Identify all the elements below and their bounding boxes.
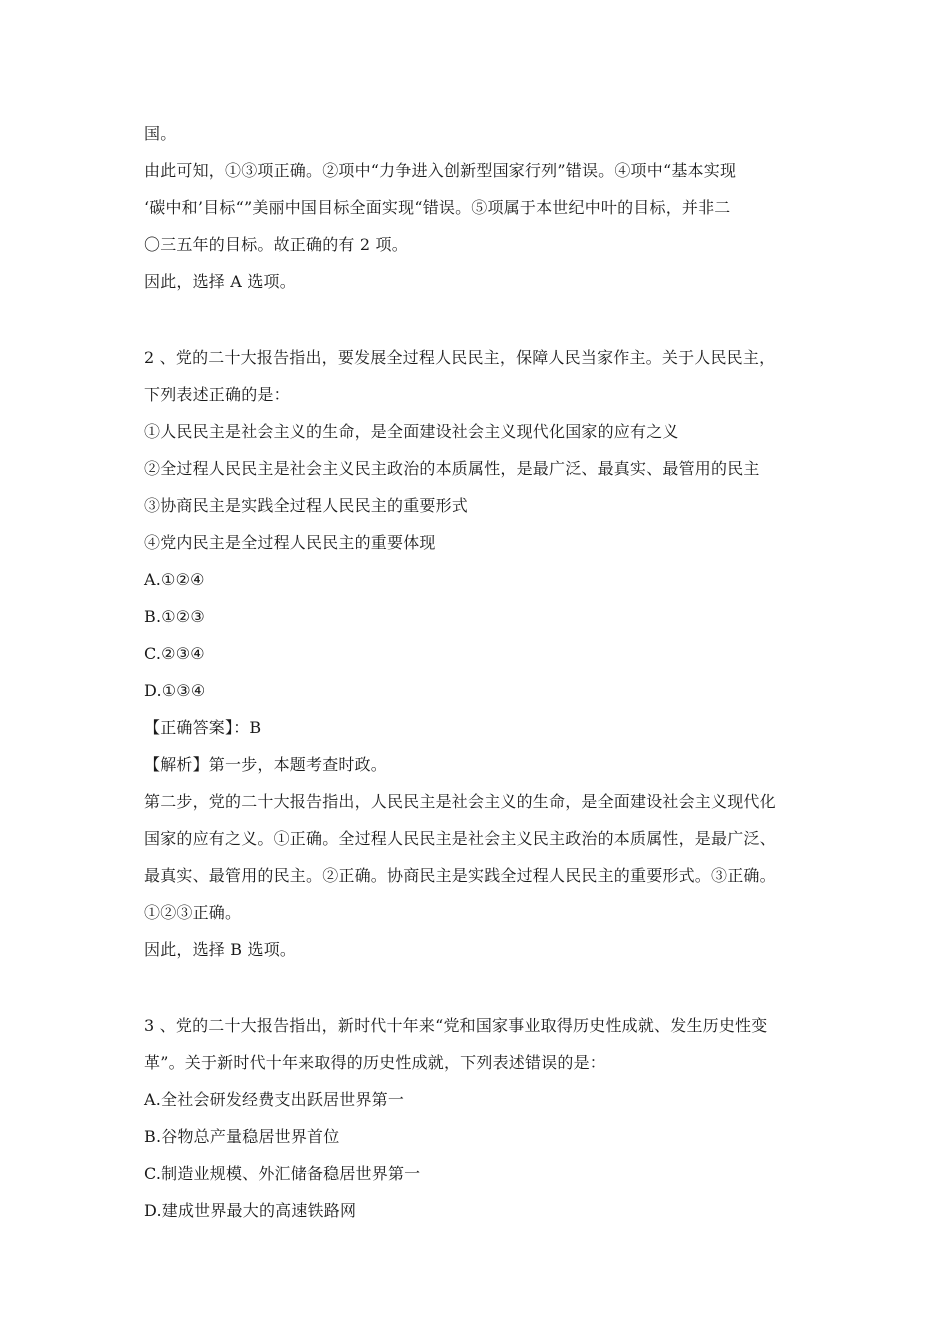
q2-option-a: A.①②④ [144,570,205,589]
q2-statement: ③协商民主是实践全过程人民民主的重要形式 [144,496,469,515]
q1-analysis-line: 由此可知，①③项正确。②项中“力争进入创新型国家行列”错误。④项中“基本实现 [144,161,737,180]
q3-option-b: B.谷物总产量稳居世界首位 [144,1127,340,1146]
q1-analysis-line: 国。 [144,124,177,143]
q1-analysis-line: 〇三五年的目标。故正确的有 2 项。 [144,235,408,254]
q2-conclusion: 因此，选择 B 选项。 [144,940,297,959]
q2-analysis-line: 【解析】第一步，本题考查时政。 [144,755,388,774]
q2-statement: ②全过程人民民主是社会主义民主政治的本质属性，是最广泛、最真实、最管用的民主 [144,459,760,478]
q2-analysis-line: 国家的应有之义。①正确。全过程人民民主是社会主义民主政治的本质属性，是最广泛、 [144,829,776,848]
q3-option-c: C.制造业规模、外汇储备稳居世界第一 [144,1164,421,1183]
q3-stem: 3 、党的二十大报告指出，新时代十年来“党和国家事业取得历史性成就、发生历史性变 [144,1016,768,1035]
q3-stem: 革”。关于新时代十年来取得的历史性成就，下列表述错误的是： [144,1053,606,1072]
q2-option-c: C.②③④ [144,644,205,663]
q2-option-d: D.①③④ [144,681,206,700]
q2-analysis-line: 第二步，党的二十大报告指出，人民民主是社会主义的生命，是全面建设社会主义现代化 [144,792,776,811]
q2-correct-answer: 【正确答案】：B [144,718,262,737]
q1-conclusion: 因此，选择 A 选项。 [144,272,296,291]
q2-statement: ①人民民主是社会主义的生命，是全面建设社会主义现代化国家的应有之义 [144,422,679,441]
q2-statement: ④党内民主是全过程人民民主的重要体现 [144,533,436,552]
q3-option-d: D.建成世界最大的高速铁路网 [144,1201,357,1220]
q2-stem: 下列表述正确的是： [144,385,290,404]
q2-analysis-line: 最真实、最管用的民主。②正确。协商民主是实践全过程人民民主的重要形式。③正确。 [144,866,776,885]
q1-analysis-line: ‘碳中和’目标“”美丽中国目标全面实现“错误。⑤项属于本世纪中叶的目标，并非二 [144,198,731,217]
q2-stem: 2 、党的二十大报告指出，要发展全过程人民民主，保障人民当家作主。关于人民民主， [144,348,776,367]
q3-option-a: A.全社会研发经费支出跃居世界第一 [144,1090,405,1109]
q2-analysis-line: ①②③正确。 [144,903,242,922]
q2-option-b: B.①②③ [144,607,205,626]
